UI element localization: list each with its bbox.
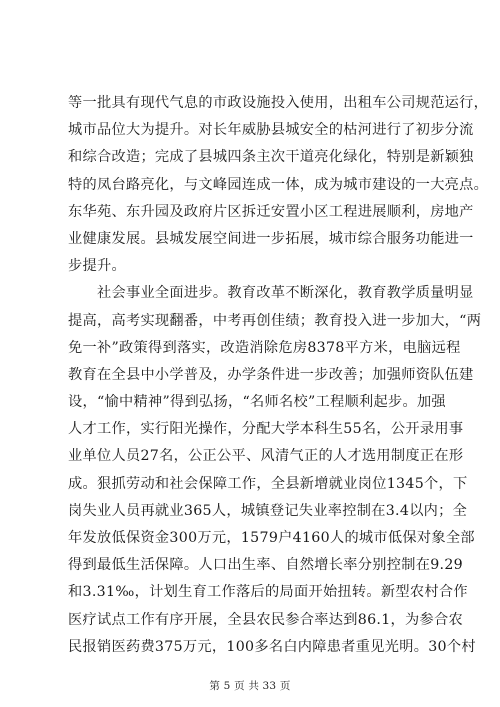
text-line: 成。狠抓劳动和社会保障工作，全县新增就业岗位1345个，下 xyxy=(68,475,468,492)
body-text xyxy=(68,90,489,661)
text-line: 城市品位大为提升。对长年威胁县城安全的枯河进行了初步分流 xyxy=(68,122,474,139)
text-line: 医疗试点工作有序开展，全县农民参合率达到86.1，为参合农 xyxy=(68,611,463,628)
paragraph-social-progress xyxy=(68,280,482,661)
text-line: 提高，高考实现翻番，中考再创佳绩；教育投入进一步加大，“两 xyxy=(68,312,482,329)
text-line: 民报销医药费375万元，100多名白内障患者重见光明。30个村 xyxy=(68,638,476,655)
text-line: 和综合改造；完成了县城四条主次干道亮化绿化，特别是新颖独 xyxy=(68,149,474,166)
text-line: 步提升。 xyxy=(68,258,126,275)
text-line: 设，“愉中精神”得到弘扬，“名师名校”工程顺利起步。加强 xyxy=(68,394,446,411)
text-line: 年发放低保资金300万元，1579户4160人的城市低保对象全部 xyxy=(68,530,475,546)
text-line: 业健康发展。县城发展空间进一步拓展，城市综合服务功能进一 xyxy=(68,230,474,247)
page-number: 第 5 页 共 33 页 xyxy=(209,680,291,692)
text-line: 教育在全县中小学普及，办学条件进一步改善；加强师资队伍建 xyxy=(68,366,474,383)
text-line: 社会事业全面进步。教育改革不断深化，教育教学质量明显 xyxy=(68,285,474,302)
text-line: 免一补”政策得到落实，改造消除危房8378平方米，电脑远程 xyxy=(68,339,461,356)
text-line: 和3.31‰，计划生育工作落后的局面开始扭转。新型农村合作 xyxy=(68,584,468,601)
text-line: 人才工作，实行阳光操作，分配大学本科生55名，公开录用事 xyxy=(68,421,464,438)
text-line: 等一批具有现代气息的市政设施投入使用，出租车公司规范运行， xyxy=(68,95,489,111)
text-line: 特的凤台路亮化，与文峰园连成一体，成为城市建设的一大亮点。 xyxy=(68,176,489,193)
text-line: 业单位人员27名，公正公平、风清气正的人才选用制度正在形 xyxy=(68,448,464,465)
page-footer xyxy=(0,678,500,693)
text-line: 得到最低生活保障。人口出生率、自然增长率分别控制在9.29 xyxy=(68,557,463,574)
paragraph-urban-construction xyxy=(68,90,489,280)
text-line: 岗失业人员再就业365人，城镇登记失业率控制在3.4以内；全 xyxy=(68,502,468,519)
text-line: 东华苑、东升园及政府片区拆迁安置小区工程进展顺利，房地产 xyxy=(68,203,474,220)
